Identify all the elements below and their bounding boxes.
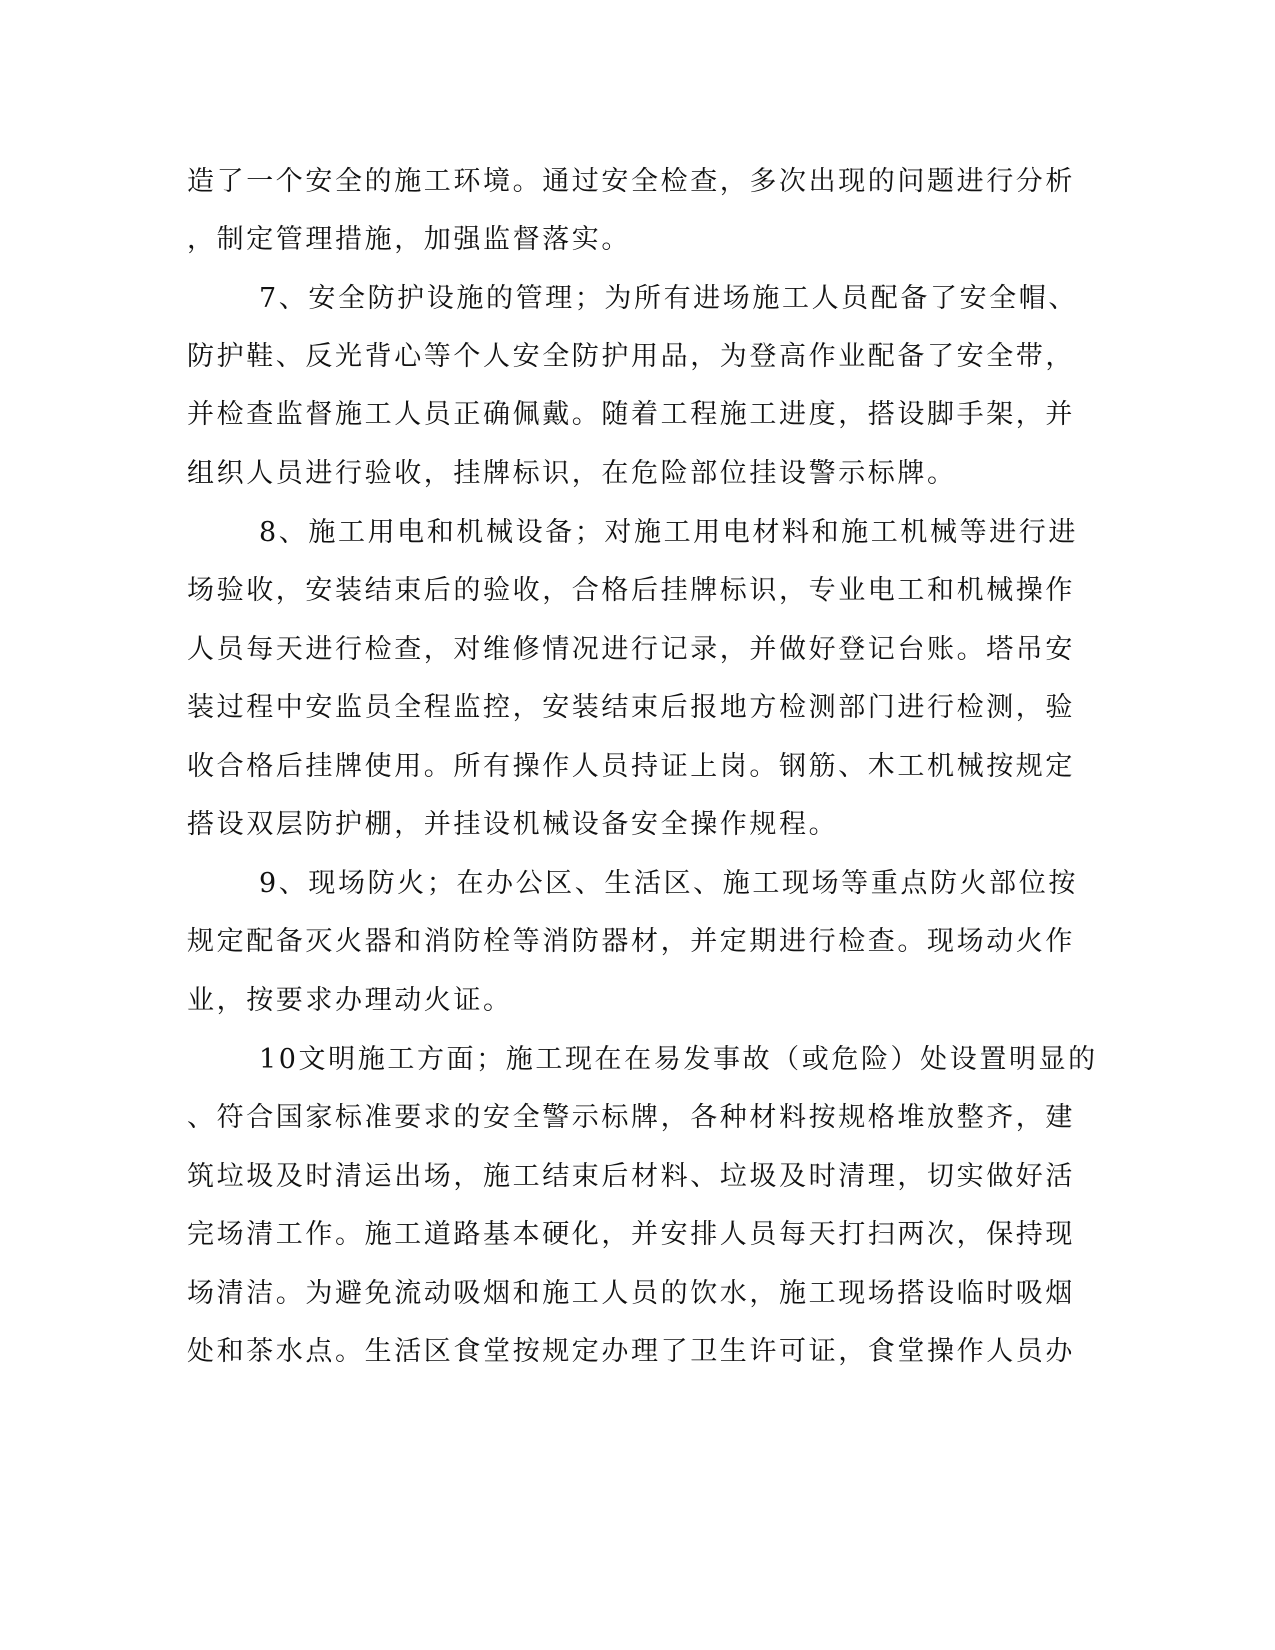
- text-line: 处和茶水点。生活区食堂按规定办理了卫生许可证，食堂操作人员办: [187, 1336, 1075, 1367]
- text-line: 规定配备灭火器和消防栓等消防器材，并定期进行检查。现场动火作: [187, 926, 1075, 957]
- paragraph-start-line: 8、施工用电和机械设备；对施工用电材料和施工机械等进行进: [259, 517, 1078, 548]
- paragraph-start-line: 7、安全防护设施的管理；为所有进场施工人员配备了安全帽、: [259, 283, 1078, 314]
- text-line: 场清洁。为避免流动吸烟和施工人员的饮水，施工现场搭设临时吸烟: [187, 1278, 1075, 1309]
- text-line: 并检查监督施工人员正确佩戴。随着工程施工进度，搭设脚手架，并: [187, 399, 1075, 430]
- text-line: ，制定管理措施，加强监督落实。: [187, 224, 631, 255]
- text-line: 场验收，安装结束后的验收，合格后挂牌标识，专业电工和机械操作: [187, 575, 1075, 606]
- text-line: 完场清工作。施工道路基本硬化，并安排人员每天打扫两次，保持现: [187, 1219, 1075, 1250]
- text-line: 装过程中安监员全程监控，安装结束后报地方检测部门进行检测，验: [187, 692, 1075, 723]
- text-line: 、符合国家标准要求的安全警示标牌，各种材料按规格堆放整齐，建: [187, 1102, 1075, 1133]
- paragraph-start-line: 9、现场防火；在办公区、生活区、施工现场等重点防火部位按: [259, 868, 1078, 899]
- text-line: 收合格后挂牌使用。所有操作人员持证上岗。钢筋、木工机械按规定: [187, 751, 1075, 782]
- text-line: 防护鞋、反光背心等个人安全防护用品，为登高作业配备了安全带，: [187, 341, 1075, 372]
- text-line: 搭设双层防护棚，并挂设机械设备安全操作规程。: [187, 809, 839, 840]
- text-line: 造了一个安全的施工环境。通过安全检查，多次出现的问题进行分析: [187, 166, 1075, 197]
- text-line: 业，按要求办理动火证。: [187, 985, 513, 1016]
- text-line: 人员每天进行检查，对维修情况进行记录，并做好登记台账。塔吊安: [187, 634, 1075, 665]
- text-line: 筑垃圾及时清运出场，施工结束后材料、垃圾及时清理，切实做好活: [187, 1161, 1075, 1192]
- text-line: 组织人员进行验收，挂牌标识，在危险部位挂设警示标牌。: [187, 458, 957, 489]
- paragraph-start-line: 10文明施工方面；施工现在在易发事故（或危险）处设置明显的: [259, 1044, 1098, 1075]
